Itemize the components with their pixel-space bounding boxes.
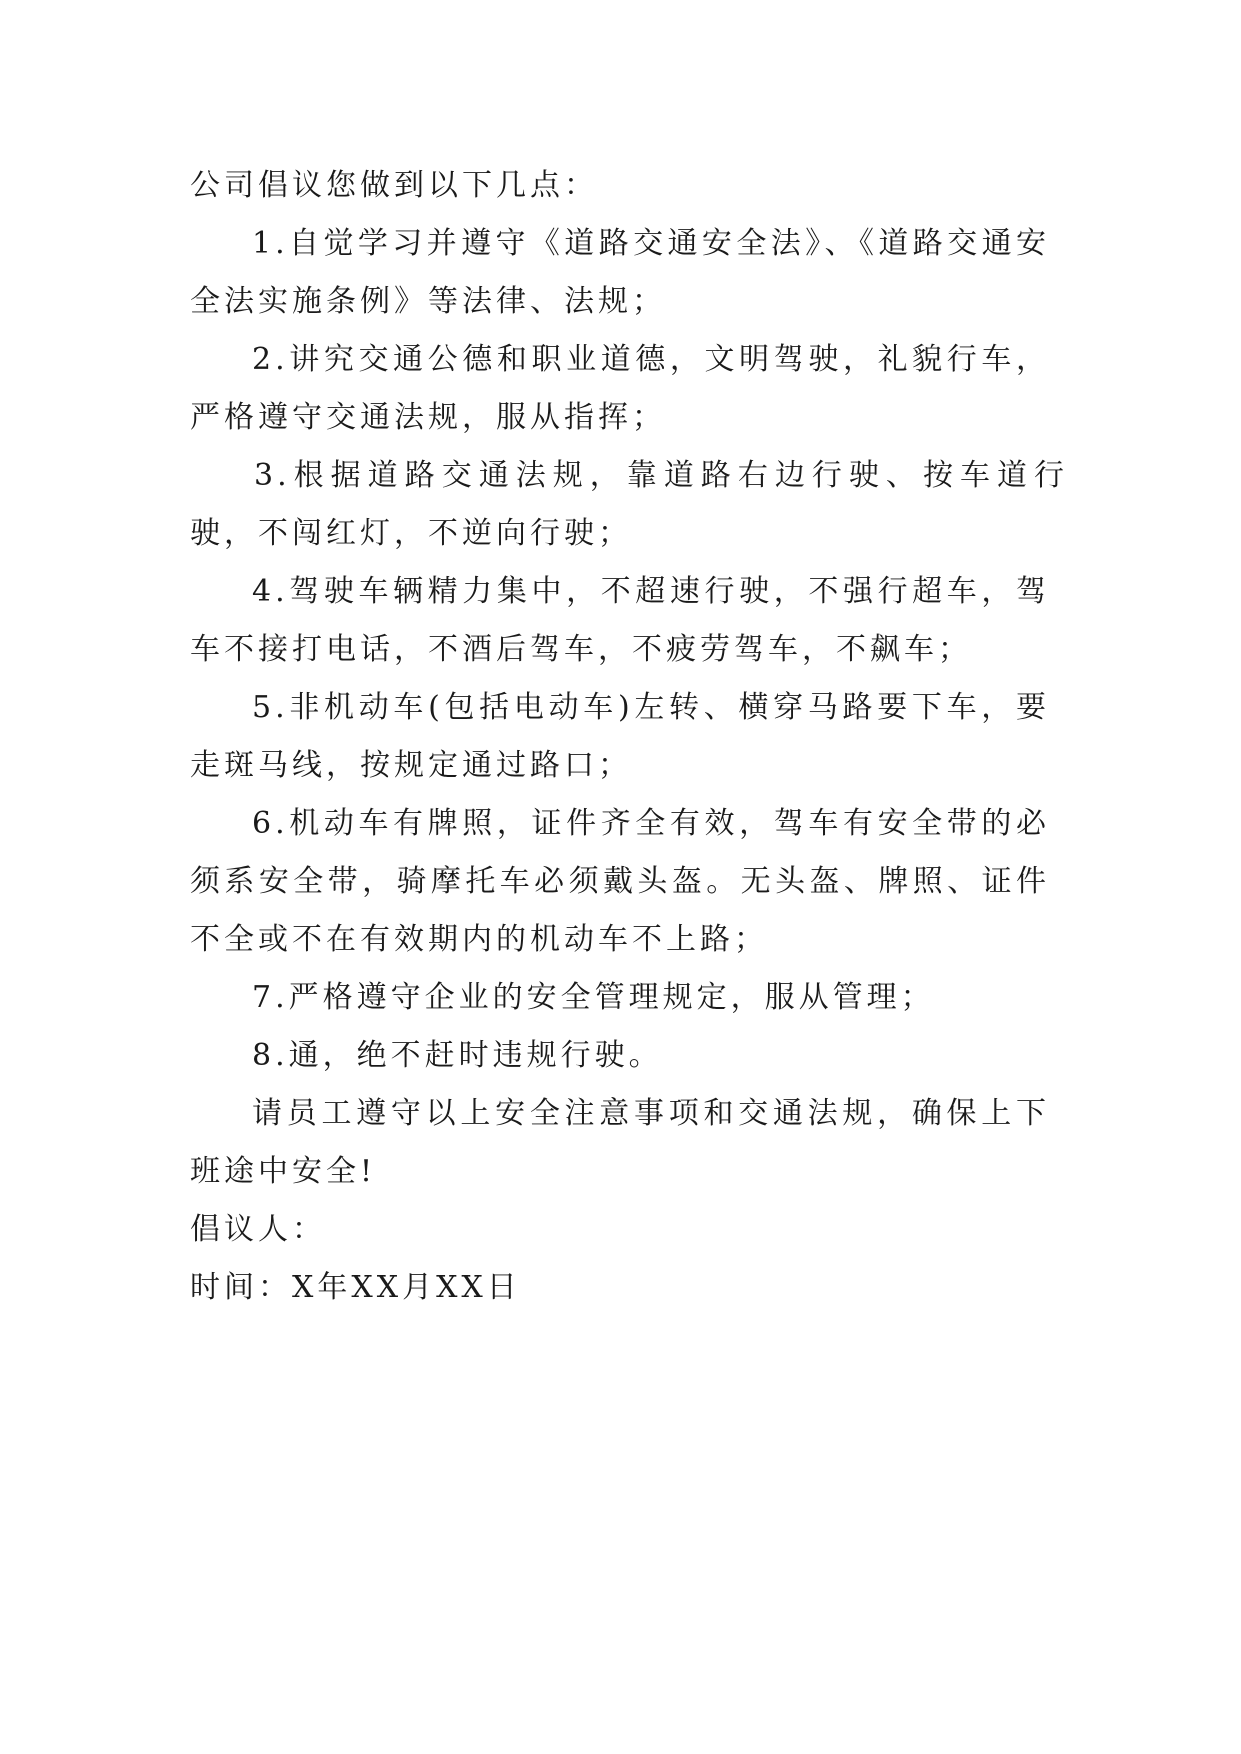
document-body (190, 157, 1068, 1317)
date-line: 时间：X年XX月XX日 (190, 1270, 521, 1305)
list-item-5: 5.非机动车(包括电动车)左转、横穿马路要下车，要走斑马线，按规定通过路口； (190, 690, 1050, 783)
list-item-3: 3.根据道路交通法规，靠道路右边行驶、按车道行驶，不闯红灯，不逆向行驶； (190, 458, 1068, 551)
list-item-6: 6.机动车有牌照，证件齐全有效，驾车有安全带的必须系安全带，骑摩托车必须戴头盔。无头盔、牌照、证件不全或不在有效期内的机动车不上路； (190, 806, 1050, 957)
list-item-7: 7.严格遵守企业的安全管理规定，服从管理； (252, 980, 935, 1015)
closing-paragraph: 请员工遵守以上安全注意事项和交通法规，确保上下班途中安全! (190, 1096, 1050, 1189)
proposer-line: 倡议人： (190, 1212, 326, 1247)
list-item-8: 8.通，绝不赶时违规行驶。 (252, 1038, 663, 1073)
list-item-4: 4.驾驶车辆精力集中，不超速行驶，不强行超车，驾车不接打电话，不酒后驾车，不疲劳驾车，不飙车； (190, 574, 1050, 667)
intro-paragraph: 公司倡议您做到以下几点： (190, 168, 598, 203)
list-item-1: 1.自觉学习并遵守《道路交通安全法》、《道路交通安全法实施条例》等法律、法规； (190, 226, 1050, 319)
list-item-2: 2.讲究交通公德和职业道德，文明驾驶，礼貌行车，严格遵守交通法规，服从指挥； (190, 342, 1050, 435)
